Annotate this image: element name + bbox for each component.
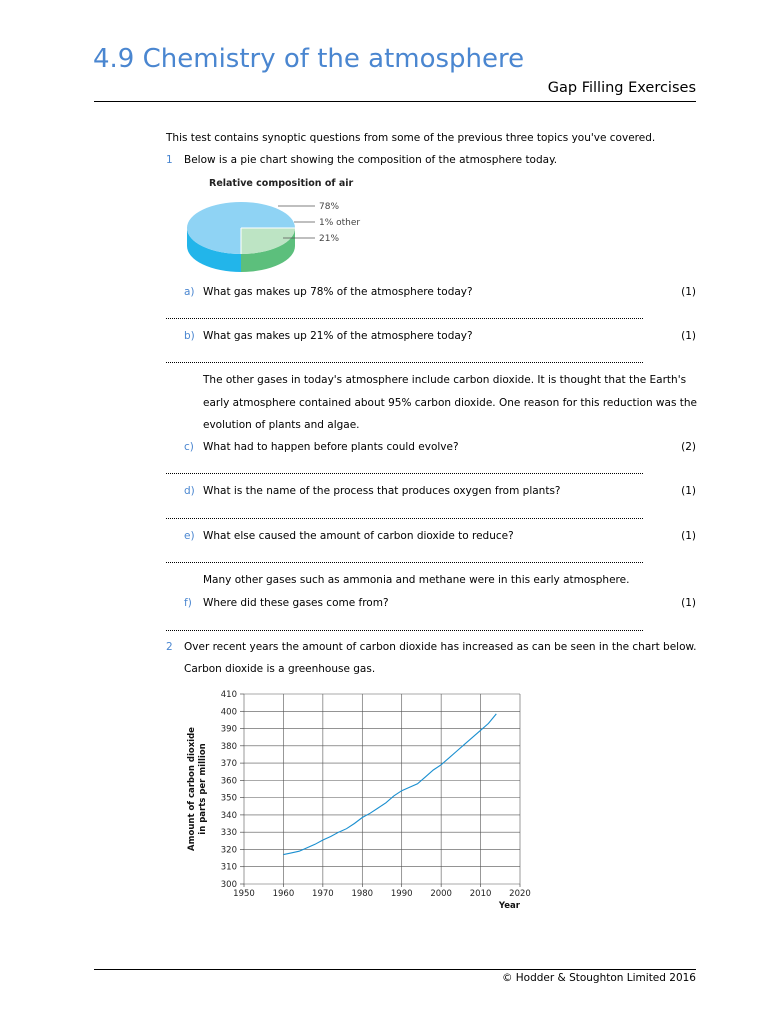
question-2-number: 2 <box>166 641 173 653</box>
pie-label: 78% <box>319 202 340 212</box>
pie-label: 1% other <box>319 218 361 228</box>
part-f-label: f) <box>184 597 192 609</box>
x-tick-label: 1950 <box>233 889 255 899</box>
part-e-text: What else caused the amount of carbon dioxide to reduce? <box>203 530 514 542</box>
answer-line-e[interactable] <box>166 562 643 563</box>
answer-line-c[interactable] <box>166 473 643 474</box>
part-c-text: What had to happen before plants could evolve? <box>203 441 459 453</box>
part-c-marks: (2) <box>681 441 696 453</box>
part-d-text: What is the name of the process that produces oxygen from plants? <box>203 485 561 497</box>
copyright-footer: © Hodder & Stoughton Limited 2016 <box>501 972 696 984</box>
part-f-text: Where did these gases come from? <box>203 597 389 609</box>
chart-ticks <box>221 690 531 899</box>
part-b-text: What gas makes up 21% of the atmosphere today? <box>203 330 473 342</box>
passage-line: evolution of plants and algae. <box>203 419 360 431</box>
part-a-marks: (1) <box>681 286 696 298</box>
part-d-marks: (1) <box>681 485 696 497</box>
part-d-label: d) <box>184 485 195 497</box>
answer-line-a[interactable] <box>166 318 643 319</box>
part-c-label: c) <box>184 441 194 453</box>
pie-label: 21% <box>319 234 340 244</box>
co2-series-line <box>283 714 496 855</box>
part-a-label: a) <box>184 286 195 298</box>
question-1-text: Below is a pie chart showing the composition of the atmosphere today. <box>184 154 558 166</box>
part-e-label: e) <box>184 530 195 542</box>
x-tick-label: 1960 <box>272 889 295 899</box>
y-tick-label: 350 <box>220 793 237 804</box>
pie-chart <box>183 170 373 278</box>
intro-text: This test contains synoptic questions from some of the previous three topics you've covered. <box>166 132 656 144</box>
co2-line-chart <box>180 685 540 917</box>
y-axis-label: in parts per million <box>198 743 208 835</box>
passage-line: early atmosphere contained about 95% carbon dioxide. One reason for this reduction was the <box>203 397 697 409</box>
y-tick-label: 300 <box>220 880 237 890</box>
y-tick-label: 330 <box>220 828 237 839</box>
chart-grid <box>244 694 520 884</box>
y-tick-label: 370 <box>220 759 237 770</box>
footer-rule <box>94 969 696 970</box>
x-tick-label: 2000 <box>430 889 452 899</box>
answer-line-d[interactable] <box>166 518 643 519</box>
y-tick-label: 400 <box>220 707 237 718</box>
y-tick-label: 340 <box>220 810 237 821</box>
passage-line: The other gases in today's atmosphere include carbon dioxide. It is thought that the Earth's <box>203 374 687 386</box>
x-tick-label: 1990 <box>390 889 413 899</box>
x-tick-label: 2020 <box>509 889 531 899</box>
x-tick-label: 1980 <box>351 889 374 899</box>
y-tick-label: 390 <box>220 724 237 735</box>
y-tick-label: 360 <box>220 776 237 787</box>
y-tick-label: 320 <box>220 845 237 856</box>
part-b-label: b) <box>184 330 195 342</box>
part-f-marks: (1) <box>681 597 696 609</box>
page-title: 4.9 Chemistry of the atmosphere <box>93 44 525 74</box>
page-subtitle: Gap Filling Exercises <box>547 80 696 96</box>
passage-2: Many other gases such as ammonia and methane were in this early atmosphere. <box>203 574 630 586</box>
x-tick-label: 2010 <box>469 889 492 899</box>
part-e-marks: (1) <box>681 530 696 542</box>
y-tick-label: 410 <box>220 690 237 700</box>
part-a-text: What gas makes up 78% of the atmosphere today? <box>203 286 473 298</box>
part-b-marks: (1) <box>681 330 696 342</box>
header-rule <box>94 101 696 102</box>
question-2-text: Carbon dioxide is a greenhouse gas. <box>184 663 376 675</box>
y-tick-label: 310 <box>220 862 237 873</box>
answer-line-b[interactable] <box>166 362 643 363</box>
pie-title: Relative composition of air <box>209 178 354 189</box>
question-1-number: 1 <box>166 154 173 166</box>
y-tick-label: 380 <box>220 741 237 752</box>
answer-line-f[interactable] <box>166 630 643 631</box>
x-tick-label: 1970 <box>312 889 334 899</box>
question-2-text: Over recent years the amount of carbon dioxide has increased as can be seen in the chart below. <box>184 641 697 653</box>
x-axis-label: Year <box>498 901 520 911</box>
y-axis-label: Amount of carbon dioxide <box>187 727 197 851</box>
